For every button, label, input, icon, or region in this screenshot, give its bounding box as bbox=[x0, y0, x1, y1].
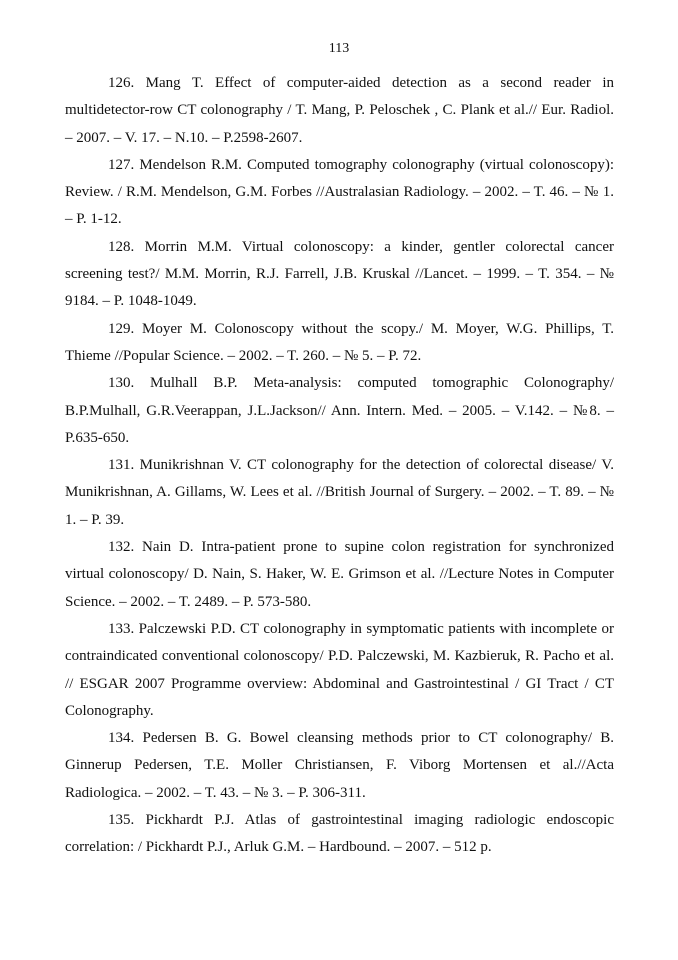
reference-list bbox=[65, 70, 614, 862]
reference-item-134: 134. Pedersen B. G. Bowel cleansing methods prior to CT colonography/ B. Ginnerup Pedersen, T.E. Moller Christiansen, F. Viborg Mortensen et al.//Acta Radiologica. – 2002. – T. 43. – № 3. – P. 306-311. bbox=[65, 730, 614, 801]
page-number: 113 bbox=[328, 41, 350, 56]
reference-item-127: 127. Mendelson R.M. Computed tomography colonography (virtual colonoscopy): Review. / R.M. Mendelson, G.M. Forbes //Australasian Radiology. – 2002. – T. 46. – № 1. – P. 1-12. bbox=[65, 156, 614, 228]
reference-item-130: 130. Mulhall B.P. Meta-analysis: computed tomographic Colonography/ B.P.Mulhall, G.R.Veerappan, J.L.Jackson// Ann. Intern. Med. – 2005. – V.142. – №8. – P.635-650. bbox=[65, 375, 614, 446]
reference-item-133: 133. Palczewski P.D. CT colonography in symptomatic patients with incomplete or contraindicated conventional colonoscopy/ P.D. Palczewski, M. Kazbieruk, R. Pacho et al. // ESGAR 2007 Programme overview: Abdominal and Gastrointestinal / GI Tract / CT Colonography. bbox=[65, 620, 614, 719]
reference-item-135: 135. Pickhardt P.J. Atlas of gastrointestinal imaging radiologic endoscopic correlation: / Pickhardt P.J., Arluk G.M. – Hardbound. – 2007. – 512 p. bbox=[65, 812, 614, 856]
reference-item-128: 128. Morrin M.M. Virtual colonoscopy: a kinder, gentler colorectal cancer screening test?/ M.M. Morrin, R.J. Farrell, J.B. Kruskal //Lancet. – 1999. – T. 354. – № 9184. – P. 1048-1049. bbox=[65, 238, 614, 310]
reference-item-132: 132. Nain D. Intra-patient prone to supine colon registration for synchronized virtual colonoscopy/ D. Nain, S. Haker, W. E. Grimson et al. //Lecture Notes in Computer Science. – 2002. – T. 2489. – P. 573-580. bbox=[65, 539, 614, 610]
reference-item-126: 126. Mang T. Effect of computer-aided detection as a second reader in multidetector-row CT colonography / T. Mang, P. Peloschek , C. Plank et al.// Eur. Radiol. – 2007. – V. 17. – N.10. – P.2598-2607. bbox=[65, 75, 614, 146]
reference-item-131: 131. Munikrishnan V. CT colonography for the detection of colorectal disease/ V. Munikrishnan, A. Gillams, W. Lees et al. //British Journal of Surgery. – 2002. – T. 89. – № 1. – P. 39. bbox=[65, 457, 614, 528]
reference-item-129: 129. Moyer M. Colonoscopy without the scopy./ M. Moyer, W.G. Phillips, T. Thieme //Popular Science. – 2002. – T. 260. – № 5. – P. 72. bbox=[65, 320, 614, 364]
